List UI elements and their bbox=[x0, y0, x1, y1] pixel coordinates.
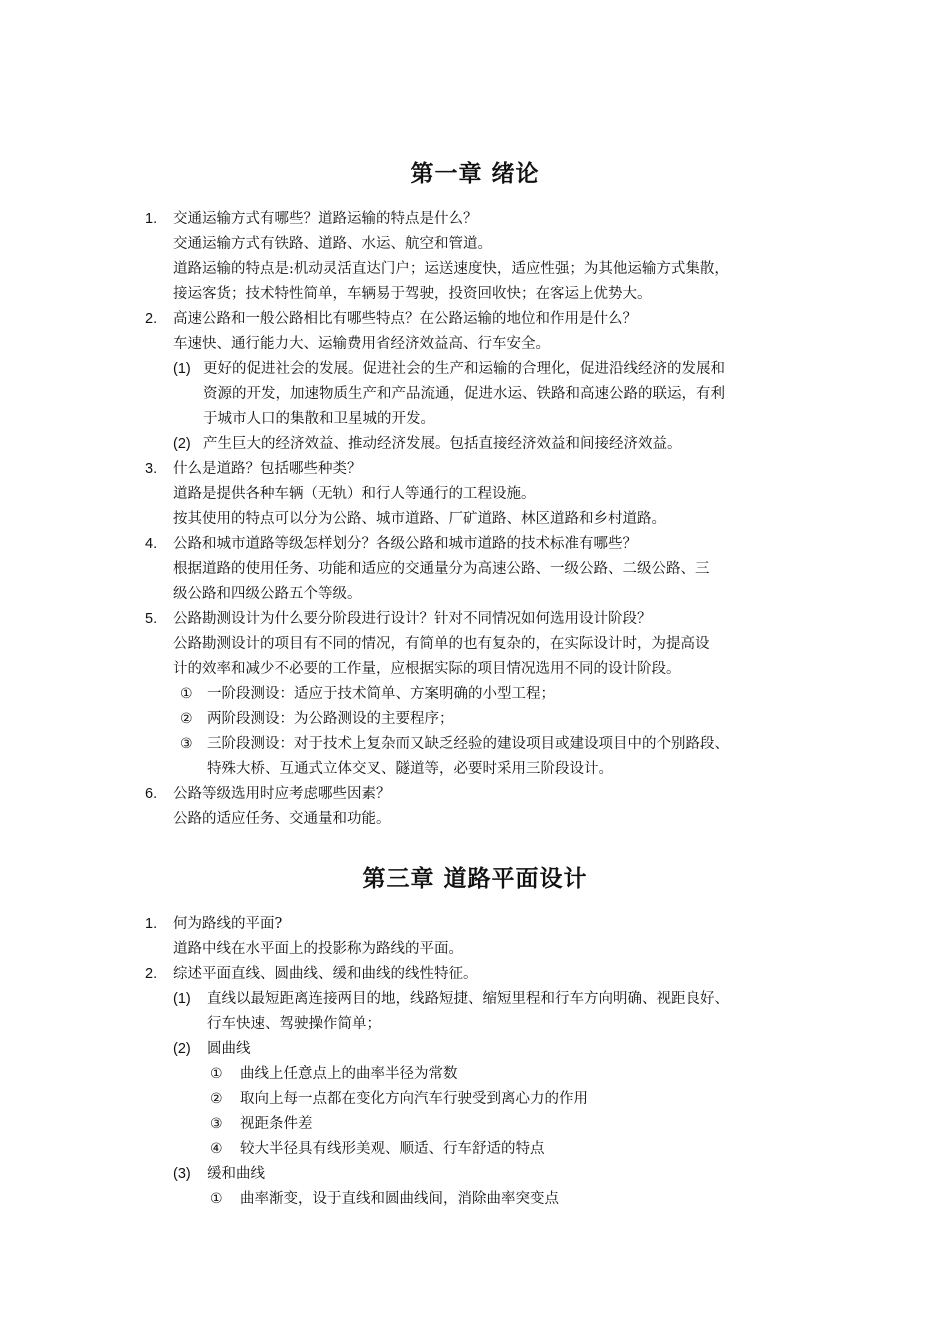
ch3-q1-answer-line: 道路中线在水平面上的投影称为路线的平面。 bbox=[173, 941, 463, 957]
ch1-q2-question: 高速公路和一般公路相比有哪些特点？在公路运输的地位和作用是什么？ bbox=[173, 311, 637, 327]
ch3-q2-item2-sub1-number: ① bbox=[210, 1066, 223, 1082]
ch1-q5-sub3-number: ③ bbox=[180, 736, 193, 752]
ch1-q4-answer-line: 级公路和四级公路五个等级。 bbox=[173, 586, 362, 602]
ch1-q5-sub1-line: 一阶段测设：适应于技术简单、方案明确的小型工程； bbox=[207, 686, 555, 702]
ch3-q1-number: 1. bbox=[145, 916, 158, 932]
ch3-q2-item2-label: 圆曲线 bbox=[207, 1041, 251, 1057]
ch3-q2-number: 2. bbox=[145, 966, 158, 982]
ch1-q2-item1-number: (1) bbox=[173, 361, 191, 377]
ch1-q3-answer-line: 道路是提供各种车辆（无轨）和行人等通行的工程设施。 bbox=[173, 486, 536, 502]
ch3-q2-item2-sub1: 曲线上任意点上的曲率半径为常数 bbox=[240, 1066, 458, 1082]
ch3-q2-item2-sub2: 取向上每一点都在变化方向汽车行驶受到离心力的作用 bbox=[240, 1091, 588, 1107]
ch1-q2-item1-line: 更好的促进社会的发展。促进社会的生产和运输的合理化，促进沿线经济的发展和 bbox=[203, 361, 725, 377]
ch1-q3-question: 什么是道路？包括哪些种类？ bbox=[173, 461, 362, 477]
ch1-q1-answer-line: 道路运输的特点是:机动灵活直达门户；运送速度快，适应性强；为其他运输方式集散， bbox=[173, 261, 729, 277]
ch3-q2-item2-sub4-number: ④ bbox=[210, 1141, 223, 1157]
ch1-q4-number: 4. bbox=[145, 536, 158, 552]
ch1-q4-question: 公路和城市道路等级怎样划分？各级公路和城市道路的技术标准有哪些？ bbox=[173, 536, 637, 552]
ch1-q1-answer-line: 接运客货；技术特性简单，车辆易于驾驶，投资回收快；在客运上优势大。 bbox=[173, 286, 652, 302]
ch1-q2-answer-line: 车速快、通行能力大、运输费用省经济效益高、行车安全。 bbox=[173, 336, 550, 352]
ch1-q5-number: 5. bbox=[145, 611, 158, 627]
ch1-q1-answer-line: 交通运输方式有铁路、道路、水运、航空和管道。 bbox=[173, 236, 492, 252]
ch1-q3-number: 3. bbox=[145, 461, 158, 477]
ch3-q2-item1-line: 行车快速、驾驶操作简单； bbox=[207, 1016, 381, 1032]
chapter-3-title: 第三章 道路平面设计 bbox=[362, 866, 588, 892]
ch3-q2-item2-sub3-number: ③ bbox=[210, 1116, 223, 1132]
ch1-q6-question: 公路等级选用时应考虑哪些因素？ bbox=[173, 786, 391, 802]
ch1-q5-question: 公路勘测设计为什么要分阶段进行设计？针对不同情况如何选用设计阶段？ bbox=[173, 611, 652, 627]
ch1-q2-item1-line: 于城市人口的集散和卫星城的开发。 bbox=[203, 411, 435, 427]
ch1-q5-sub2-number: ② bbox=[180, 711, 193, 727]
ch3-q2-item3-label: 缓和曲线 bbox=[207, 1166, 265, 1182]
ch1-q5-answer-line: 计的效率和减少不必要的工作量，应根据实际的项目情况选用不同的设计阶段。 bbox=[173, 661, 681, 677]
ch3-q2-question: 综述平面直线、圆曲线、缓和曲线的线性特征。 bbox=[173, 966, 478, 982]
ch3-q2-item1-number: (1) bbox=[173, 991, 191, 1007]
ch3-q2-item2-sub2-number: ② bbox=[210, 1091, 223, 1107]
ch1-q5-sub3-line: 三阶段测设：对于技术上复杂而又缺乏经验的建设项目或建设项目中的个别路段、 bbox=[207, 736, 729, 752]
ch3-q2-item2-number: (2) bbox=[173, 1041, 191, 1057]
ch1-q2-item2-line: 产生巨大的经济效益、推动经济发展。包括直接经济效益和间接经济效益。 bbox=[203, 436, 682, 452]
ch1-q2-item2-number: (2) bbox=[173, 436, 191, 452]
ch3-q2-item3-sub1-number: ① bbox=[210, 1191, 223, 1207]
ch3-q2-item2-sub3: 视距条件差 bbox=[240, 1116, 313, 1132]
ch1-q5-sub2-line: 两阶段测设：为公路测设的主要程序； bbox=[207, 711, 454, 727]
ch1-q6-answer-line: 公路的适应任务、交通量和功能。 bbox=[173, 811, 391, 827]
ch1-q6-number: 6. bbox=[145, 786, 158, 802]
ch3-q2-item1-line: 直线以最短距离连接两目的地，线路短捷、缩短里程和行车方向明确、视距良好、 bbox=[207, 991, 729, 1007]
ch1-q5-answer-line: 公路勘测设计的项目有不同的情况，有简单的也有复杂的，在实际设计时，为提高设 bbox=[173, 636, 710, 652]
ch3-q2-item3-number: (3) bbox=[173, 1166, 191, 1182]
ch1-q4-answer-line: 根据道路的使用任务、功能和适应的交通量分为高速公路、一级公路、二级公路、三 bbox=[173, 561, 710, 577]
ch1-q2-item1-line: 资源的开发，加速物质生产和产品流通，促进水运、铁路和高速公路的联运，有利 bbox=[203, 386, 725, 402]
ch3-q1-question: 何为路线的平面? bbox=[173, 916, 283, 932]
ch3-q2-item3-sub1: 曲率渐变，设于直线和圆曲线间，消除曲率突变点 bbox=[240, 1191, 559, 1207]
chapter-1-title: 第一章 绪论 bbox=[410, 161, 540, 187]
ch1-q5-sub1-number: ① bbox=[180, 686, 193, 702]
ch1-q1-question: 交通运输方式有哪些？道路运输的特点是什么？ bbox=[173, 211, 478, 227]
ch1-q2-number: 2. bbox=[145, 311, 158, 327]
ch1-q3-answer-line: 按其使用的特点可以分为公路、城市道路、厂矿道路、林区道路和乡村道路。 bbox=[173, 511, 666, 527]
ch3-q2-item2-sub4: 较大半径具有线形美观、顺适、行车舒适的特点 bbox=[240, 1141, 545, 1157]
ch1-q5-sub3-line: 特殊大桥、互通式立体交叉、隧道等，必要时采用三阶段设计。 bbox=[207, 761, 613, 777]
ch1-q1-number: 1. bbox=[145, 211, 158, 227]
